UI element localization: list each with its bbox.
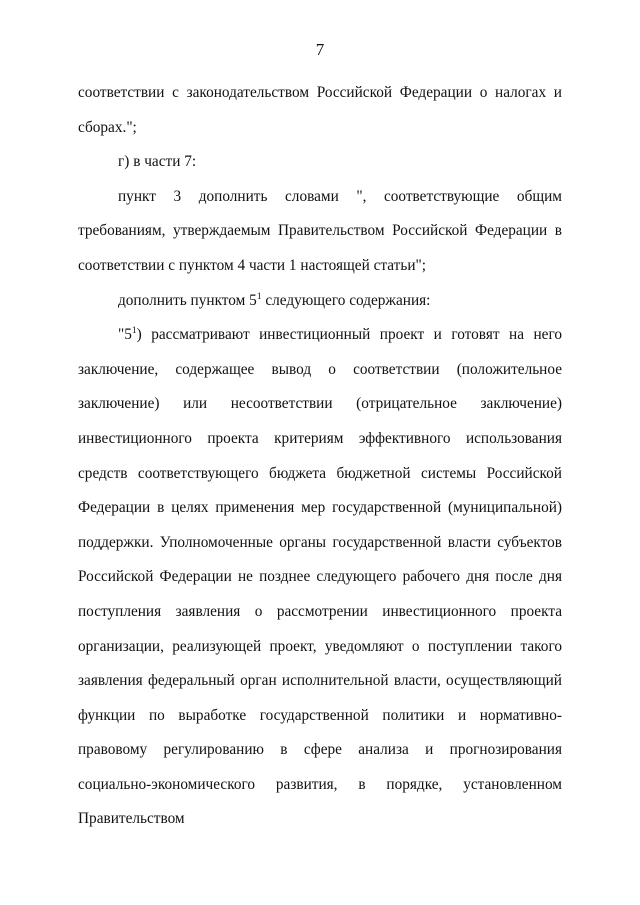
add-item-text: дополнить пунктом 5 [118,291,257,309]
page-number: 7 [315,40,325,59]
paragraph-subitem-g: г) в части 7: [118,153,197,171]
item-content-text: ) рассматривают инвестиционный проект и готовят на него заключение, содержащее вывод о соответствии (положительное заключение) или несоответствии (отрицательное заключение) инвестиционного проекта критериям эффективного использования средств соответствующего бюджета бюджетной системы Российской Федерации в целях применения мер государственной (муниципальной) поддержки. Уполномоченные органы государственной власти субъектов Российской Федерации не позднее следующего рабочего дня после дня поступления заявления о рассмотрении инвестиционного проекта организации, реализующей проект, уведомляют о поступлении такого заявления федеральный орган исполнительной власти, осуществляющий функции по выработке государственной политики и нормативно-правовому регулированию в сфере анализа и прогнозирования социально-экономического развития, в порядке, установленном Правительством [78,326,562,828]
add-item-text-tail: следующего содержания: [261,291,431,309]
document-body [78,76,562,837]
item-number-prefix: "5 [118,326,132,344]
paragraph-item-3-amendment: пункт 3 дополнить словами ", соответствующие общим требованиям, утверждаемым Правительством Российской Федерации в соответствии с пунктом 4 части 1 настоящей статьи"; [78,187,562,274]
superscript-index: 1 [256,291,262,302]
paragraph-add-item-5-1 [78,284,562,319]
superscript-index: 1 [131,326,137,337]
paragraph-item-5-1-content [78,318,562,837]
paragraph-continuation: соответствии с законодательством Российской Федерации о налогах и сборах."; [78,84,562,136]
